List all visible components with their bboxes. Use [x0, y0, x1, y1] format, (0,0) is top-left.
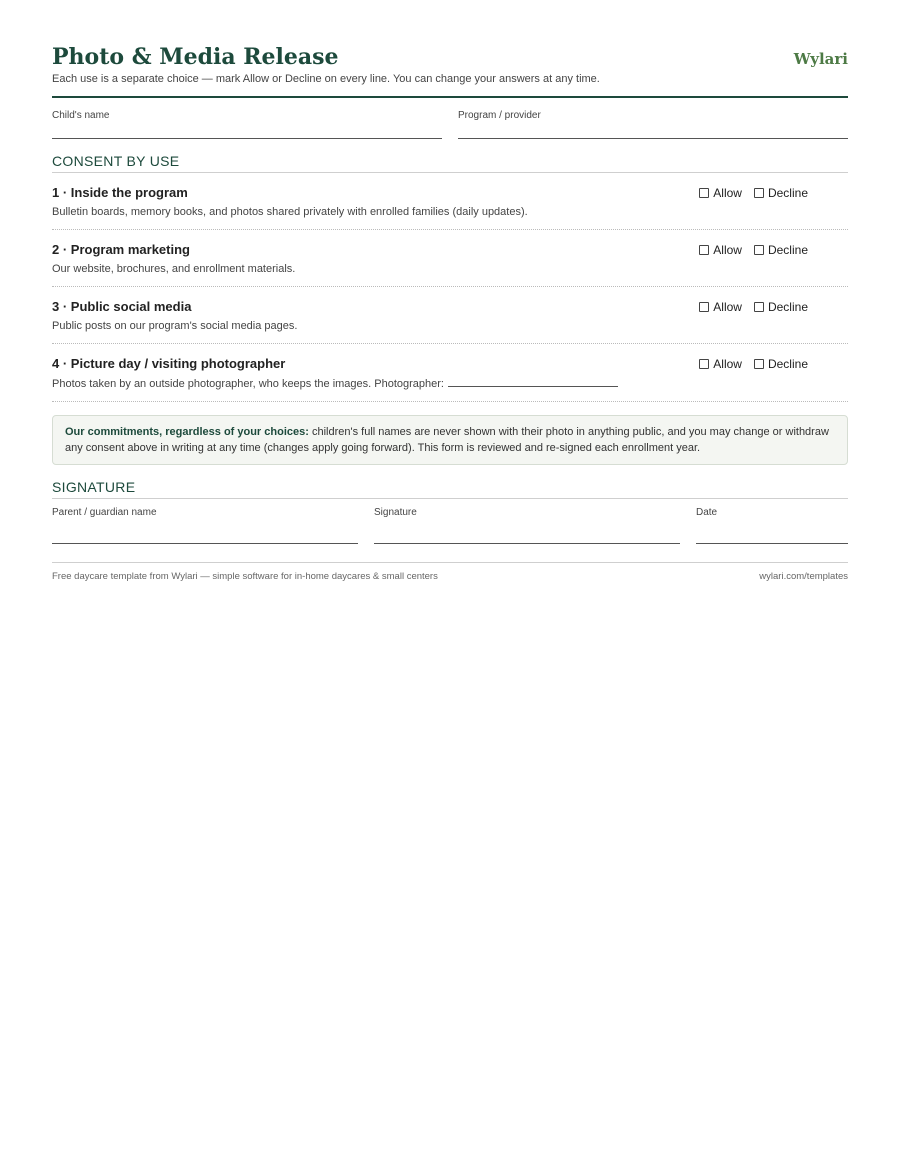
- consent-item-description: Bulletin boards, memory books, and photos shared privately with enrolled families (daily updates).: [52, 206, 528, 218]
- child-name-field: [52, 110, 442, 139]
- form-header: [52, 44, 848, 98]
- allow-checkbox[interactable]: [699, 188, 709, 198]
- decline-label: Decline: [767, 186, 808, 200]
- commitments-lead: Our commitments, regardless of your choices:: [65, 426, 309, 438]
- program-input[interactable]: [458, 122, 848, 139]
- guardian-name-field: [52, 507, 358, 544]
- signature-row: [52, 507, 848, 544]
- commitments-text: children's full names are never shown with their photo in anything public, and you may change or withdraw any consent above in writing at any time (changes apply going forward). This form is reviewed and re-signed each enrollment year.: [65, 426, 829, 454]
- child-info-row: [52, 110, 848, 139]
- page-subtitle: Each use is a separate choice — mark Allow or Decline on every line. You can change your answers at any time.: [52, 73, 600, 85]
- date-field: [696, 507, 848, 544]
- signature-field: [374, 507, 680, 544]
- decline-label: Decline: [767, 357, 808, 371]
- date-input[interactable]: [696, 519, 848, 544]
- signature-input[interactable]: [374, 519, 680, 544]
- allow-option[interactable]: [699, 243, 742, 257]
- photographer-input[interactable]: [448, 376, 618, 387]
- allow-label: Allow: [713, 243, 742, 257]
- decline-checkbox[interactable]: [754, 302, 764, 312]
- decline-option[interactable]: [754, 357, 808, 371]
- allow-checkbox[interactable]: [699, 245, 709, 255]
- signature-label: Signature: [374, 507, 417, 518]
- commitments-box: [52, 415, 848, 465]
- consent-item-title: 2 · Program marketing: [52, 242, 190, 257]
- consent-item-description: Our website, brochures, and enrollment materials.: [52, 263, 296, 275]
- consent-item-description-text: Photos taken by an outside photographer, who keeps the images. Photographer:: [52, 378, 444, 390]
- allow-label: Allow: [713, 357, 742, 371]
- guardian-name-label: Parent / guardian name: [52, 507, 157, 518]
- allow-option[interactable]: [699, 357, 742, 371]
- date-label: Date: [696, 507, 718, 518]
- program-label: Program / provider: [458, 110, 541, 121]
- page-title: Photo & Media Release: [52, 44, 339, 70]
- program-field: [458, 110, 848, 139]
- consent-item-title: 1 · Inside the program: [52, 185, 188, 200]
- footer-credit: Free daycare template from Wylari — simple software for in-home daycares & small centers: [52, 571, 438, 582]
- consent-item-title: 4 · Picture day / visiting photographer: [52, 356, 286, 371]
- decline-option[interactable]: [754, 300, 808, 314]
- decline-label: Decline: [767, 243, 808, 257]
- guardian-name-input[interactable]: [52, 519, 358, 544]
- allow-checkbox[interactable]: [699, 359, 709, 369]
- consent-item-inside-program: [52, 173, 848, 230]
- decline-checkbox[interactable]: [754, 188, 764, 198]
- allow-option[interactable]: [699, 300, 742, 314]
- allow-option[interactable]: [699, 186, 742, 200]
- child-name-label: Child's name: [52, 110, 110, 121]
- decline-label: Decline: [767, 300, 808, 314]
- consent-choices: [699, 243, 808, 257]
- decline-checkbox[interactable]: [754, 359, 764, 369]
- page-footer: [52, 562, 848, 582]
- signature-section-title: SIGNATURE: [52, 479, 848, 499]
- release-form: [52, 0, 848, 582]
- consent-item-marketing: [52, 230, 848, 287]
- consent-choices: [699, 357, 808, 371]
- consent-item-photographer: [52, 344, 848, 402]
- child-name-input[interactable]: [52, 122, 442, 139]
- consent-section-title: CONSENT BY USE: [52, 153, 848, 173]
- brand-logo: Wylari: [793, 50, 848, 68]
- consent-choices: [699, 186, 808, 200]
- allow-label: Allow: [713, 300, 742, 314]
- footer-url: wylari.com/templates: [759, 571, 848, 582]
- decline-option[interactable]: [754, 186, 808, 200]
- consent-item-social-media: [52, 287, 848, 344]
- consent-item-title: 3 · Public social media: [52, 299, 192, 314]
- allow-checkbox[interactable]: [699, 302, 709, 312]
- consent-item-description: Public posts on our program's social media pages.: [52, 320, 298, 332]
- consent-choices: [699, 300, 808, 314]
- consent-item-description: [52, 376, 848, 391]
- allow-label: Allow: [713, 186, 742, 200]
- decline-option[interactable]: [754, 243, 808, 257]
- decline-checkbox[interactable]: [754, 245, 764, 255]
